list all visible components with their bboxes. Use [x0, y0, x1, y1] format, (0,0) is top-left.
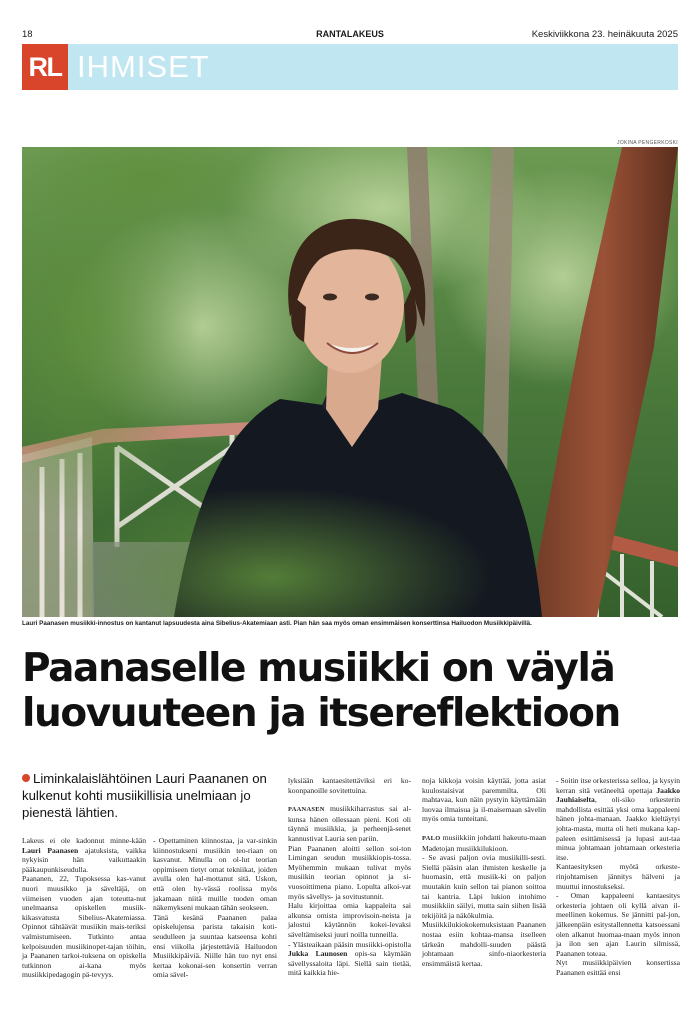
article-photo [22, 147, 678, 617]
issue-date: Keskiviikkona 23. heinäkuuta 2025 [531, 29, 678, 40]
small-caps-lead: PALO [422, 834, 441, 842]
text-run: - Soitin itse orkesterissa selloa, ja kysyin kerran sitä vetäneeltä opettaja [556, 776, 680, 795]
text-run: musiikkiharrastus sai al-kunsa hänen ollessaan pieni. Koti oli täynnä musiikkia, ja perheenjä-senet kannustivat Lauria sen pariin. [288, 804, 411, 843]
text-run: opis-sa käymään sävellyssaloita läpi. Siellä sain tietää, mitä kaikkia hie- [288, 949, 411, 978]
section-title: IHMISET [77, 49, 210, 84]
lead-bullet-icon [22, 774, 30, 782]
paragraph: Halu kirjoittaa omia kappaleita sai alkunsa omista improvisoin-neista ja jalostui käytännön kokei-levaksi säveltämiseksi juuri noilla tunneilla. [288, 901, 411, 939]
small-caps-lead: PAANASEN [288, 806, 325, 814]
article-column-4 [422, 776, 546, 968]
paragraph: Nyt musiikkipäivien konsertissa Paananen esittää ensi [556, 958, 680, 977]
text-run: , oli-siko orkesterin mahdollista esittää yksi oma kappaleeni hänen johta-manaan. Jaakko kieltäytyi johta-masta, mutta oli heti mukana kap-paleen esittämisessä ja lupasi aut-taa minua johtamaan johtamaan orkesteria itse. [556, 795, 680, 862]
article-column-3 [288, 776, 411, 978]
text-run: Lakeus ei ole kadonnut minne-kään [22, 836, 146, 845]
article-lead [22, 770, 284, 821]
text-run: - Ylästeaikaan pääsin musiikki-opistolla [288, 939, 411, 949]
article-column-2 [153, 836, 277, 980]
person-name: Jukka Launosen [288, 949, 348, 959]
text-run: musiikkiin johdatti hakeutu-maan Madetojan musiikkilukioon. [422, 832, 546, 853]
paragraph [288, 940, 411, 978]
photo-caption: Lauri Paanasen musiikki-innostus on kantanut lapsuudesta aina Sibelius-Akatemiaan asti. Pian hän saa myös oman ensimmäisen konserttinsa Hailuodon Musiikkipäivillä. [22, 620, 532, 627]
paragraph: Kantaesityksen myötä orkeste-rinjohtamisen jännitys hälveni ja muuttui innostukseksi. [556, 862, 680, 891]
headline-line-2: luovuuteen ja itsereflektioon [22, 691, 620, 736]
paragraph: Tänä kesänä Paananen palaa opiskelujensa parista takaisin koti-seudulleen ja suuntaa katseensa kohti ensi viikolla järjestettäviä Hailuodon Musiikkipäiviä. Niille hän tuo nyt ensi kertaa kokonai-sen konsertin verran omia sävel- [153, 912, 277, 980]
article-column-1 [22, 836, 146, 980]
paragraph: Paananen, 22, Tupoksessa kas-vanut nuori muusikko ja säveltäjä, on viimeisen vuoden ajan toteutta-nut unelmaansa opiskellen musiik-kikasvatusta Sibelius-Akatemiassa. Opinnot tähtäävät musiikin mais-teriksi valmistumiseen. Tutkinto antaa kelpoisuuden musiikinopet-tajan töihin, ja Paananen tarkoi-tuksena on opiskella tutkinnon ai-kana myös musiikkipedagogin pä-tevyys. [22, 874, 146, 980]
paragraph [288, 804, 411, 843]
paragraph: noja kikkoja voisin käyttää, jotta asiat kuulostaisivat paremmilta. Oli mahtavaa, kun näin pystyin käyttämään luovaa ilmaisua ja il-maisemaan sävelin myös omia tunteitani. [422, 776, 546, 824]
headline-line-1: Paanaselle musiikki on väylä [22, 646, 615, 691]
paragraph [22, 836, 146, 874]
paragraph: lyksiään kantaesitettäviksi eri ko-koonpanoille sovitettuina. [288, 776, 411, 795]
paragraph [422, 833, 546, 853]
article-column-5 [556, 776, 680, 977]
person-name: Lauri Paanasen [22, 845, 79, 855]
person-name: Jaakko Jauhiaiselta [556, 785, 680, 805]
newspaper-name: RANTALAKEUS [316, 29, 384, 39]
photo-credit: JOKINA PENGERKOSKI [617, 140, 678, 146]
paragraph: Pian Paananen aloitti sellon soi-ton Limingan seudun musiikkiopis-tossa. Myöhemmin mukaan tulivat myös musiikin teorian opinnot ja si-vuosoittimena piano. Lopulta alkoi-vat myös sävellys- ja sovitustunnit. [288, 843, 411, 901]
newspaper-logo: RL [22, 44, 68, 90]
page-number: 18 [22, 29, 33, 40]
paragraph: - Se avasi paljon ovia musiikilli-sesti. Siellä pääsin alan ihmisten keskelle ja huomasin, että musiik-ki on paljon muutakin kuin sellon tai pianon soittoa tai kantria. Läpi lukion intohimo musiikkiin säilyi, mutta sain siihen lisää tekijöitä ja näkökulmia. [422, 853, 546, 920]
text-run: ajatuksista, vaikka nykyisin hän vaikuttaakin pääkaupunkiseudulla. [22, 845, 147, 874]
paragraph: - Oman kappaleeni kantaesitys orkesteria johtaen oli kyllä aivan il-meellinen kokemus. Se jännitti pal-jon, jälkeenpäin esitystallennetta katsoessani olen alkanut huomaa-maan myös innon ja ilon sen ajan Laurin silmissä, Paananen toteaa. [556, 891, 680, 958]
article-headline [22, 646, 682, 736]
section-band [22, 44, 678, 90]
paragraph [556, 776, 680, 862]
lead-text: Liminkalaislähtöinen Lauri Paananen on kulkenut kohti musiikillisia unelmiaan jo pienestä lähtien. [22, 771, 267, 820]
page-header [22, 29, 678, 43]
paragraph: - Opettaminen kiinnostaa, ja var-sinkin kiinnostukseni musiikin teo-riaan on kasvanut. Minulla on ol-lut teorian oppimiseen tietyt omat tekniikat, joiden avulla olen hal-mottanut sitä. Uskon, että olen hy-vässä roolissa myös jakamaan niitä muille tuoden oman näkemykseni mukaan tähän seokseen. [153, 836, 277, 913]
paragraph: Musiikkilukiokokemuksistaan Paananen nostaa esiin kohtaa-mansa itselleen tärkeän mahdolli-suuden päästä johtamaan sinfo-niaorkesteria ensimmäistä kertaa. [422, 920, 546, 968]
